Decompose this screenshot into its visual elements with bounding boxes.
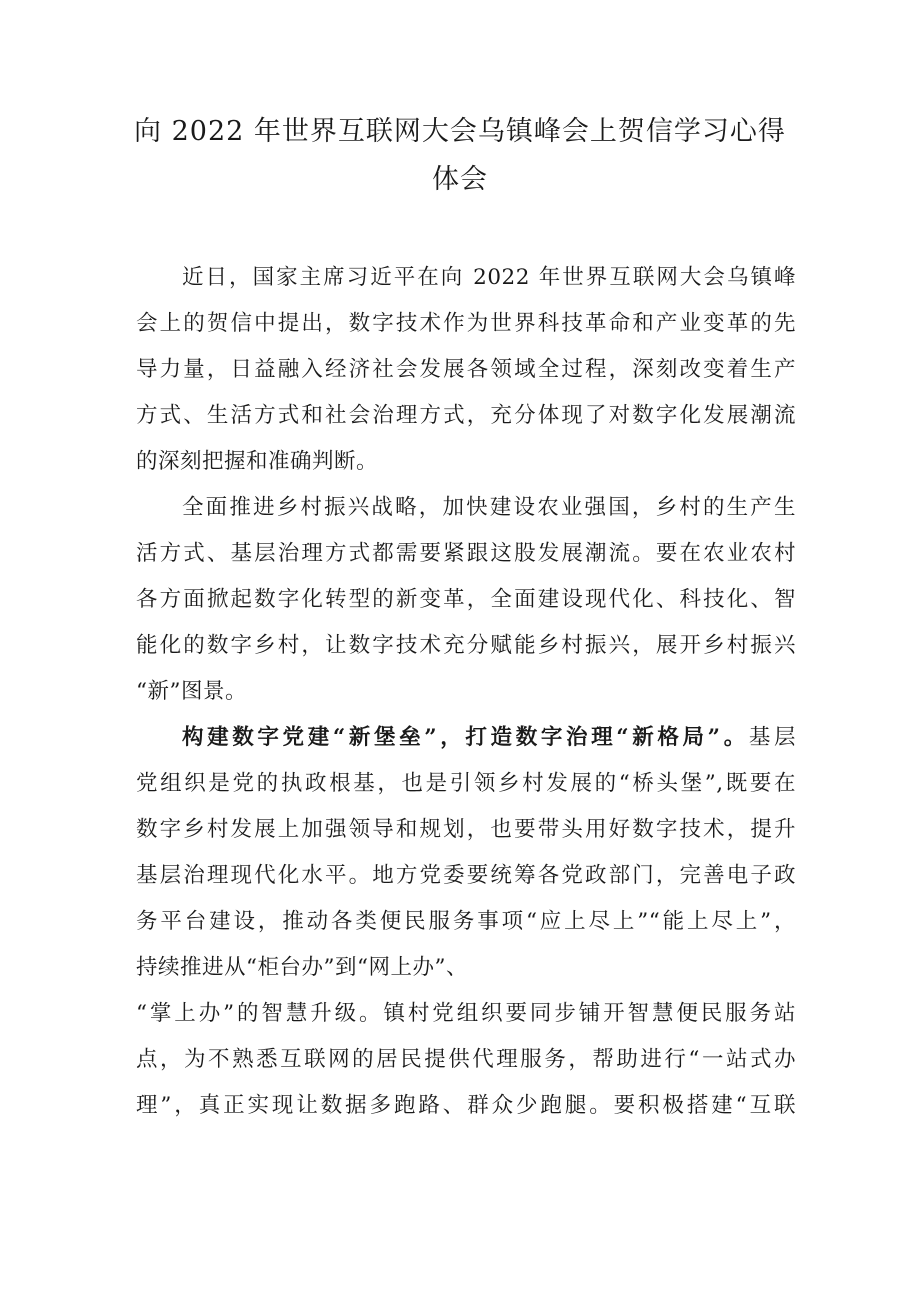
paragraph-2 bbox=[136, 485, 796, 715]
paragraph-line: 导力量，日益融入经济社会发展各领域全过程，深刻改变着生产 bbox=[136, 357, 796, 382]
paragraph-line: 持续推进从“柜台办”到“网上办”、 bbox=[136, 955, 468, 980]
paragraph-line: “掌上办”的智慧升级。镇村党组织要同步铺开智慧便民服务站 bbox=[136, 1001, 796, 1026]
paragraph-1 bbox=[136, 255, 796, 485]
document-title bbox=[120, 108, 800, 204]
paragraph-line: 理”，真正实现让数据多跑路、群众少跑腿。要积极搭建“互联 bbox=[136, 1093, 796, 1118]
paragraph-line: 数字乡村发展上加强领导和规划，也要带头用好数字技术，提升 bbox=[136, 817, 796, 842]
paragraph-line: 务平台建设，推动各类便民服务事项“应上尽上”“能上尽上”， bbox=[136, 909, 796, 934]
paragraph-line: 各方面掀起数字化转型的新变革，全面建设现代化、科技化、智 bbox=[136, 587, 796, 612]
paragraph-line: 的深刻把握和准确判断。 bbox=[136, 449, 379, 474]
paragraph-line: “新”图景。 bbox=[136, 679, 247, 704]
paragraph-line: 近日，国家主席习近平在向 2022 年世界互联网大会乌镇峰 bbox=[182, 265, 796, 290]
title-line-2: 体会 bbox=[432, 164, 488, 195]
paragraph-line: 方式、生活方式和社会治理方式，充分体现了对数字化发展潮流 bbox=[136, 403, 796, 428]
paragraph-line: 会上的贺信中提出，数字技术作为世界科技革命和产业变革的先 bbox=[136, 311, 796, 336]
paragraph-line: 点，为不熟悉互联网的居民提供代理服务，帮助进行“一站式办 bbox=[136, 1047, 796, 1072]
paragraph-lead-line bbox=[136, 715, 796, 761]
paragraph-3 bbox=[136, 715, 796, 1129]
paragraph-line: 全面推进乡村振兴战略，加快建设农业强国，乡村的生产生 bbox=[182, 495, 796, 520]
lead-text: 基层 bbox=[748, 725, 796, 750]
document-body bbox=[136, 255, 796, 1129]
paragraph-line: 基层治理现代化水平。地方党委要统筹各党政部门，完善电子政 bbox=[136, 863, 796, 888]
paragraph-line: 能化的数字乡村，让数字技术充分赋能乡村振兴，展开乡村振兴 bbox=[136, 633, 796, 658]
title-line-1: 向 2022 年世界互联网大会乌镇峰会上贺信学习心得 bbox=[134, 116, 786, 147]
paragraph-line: 党组织是党的执政根基，也是引领乡村发展的“桥头堡”,既要在 bbox=[136, 771, 796, 796]
section-heading: 构建数字党建“新堡垒”，打造数字治理“新格局”。 bbox=[182, 725, 749, 750]
paragraph-line: 活方式、基层治理方式都需要紧跟这股发展潮流。要在农业农村 bbox=[136, 541, 796, 566]
